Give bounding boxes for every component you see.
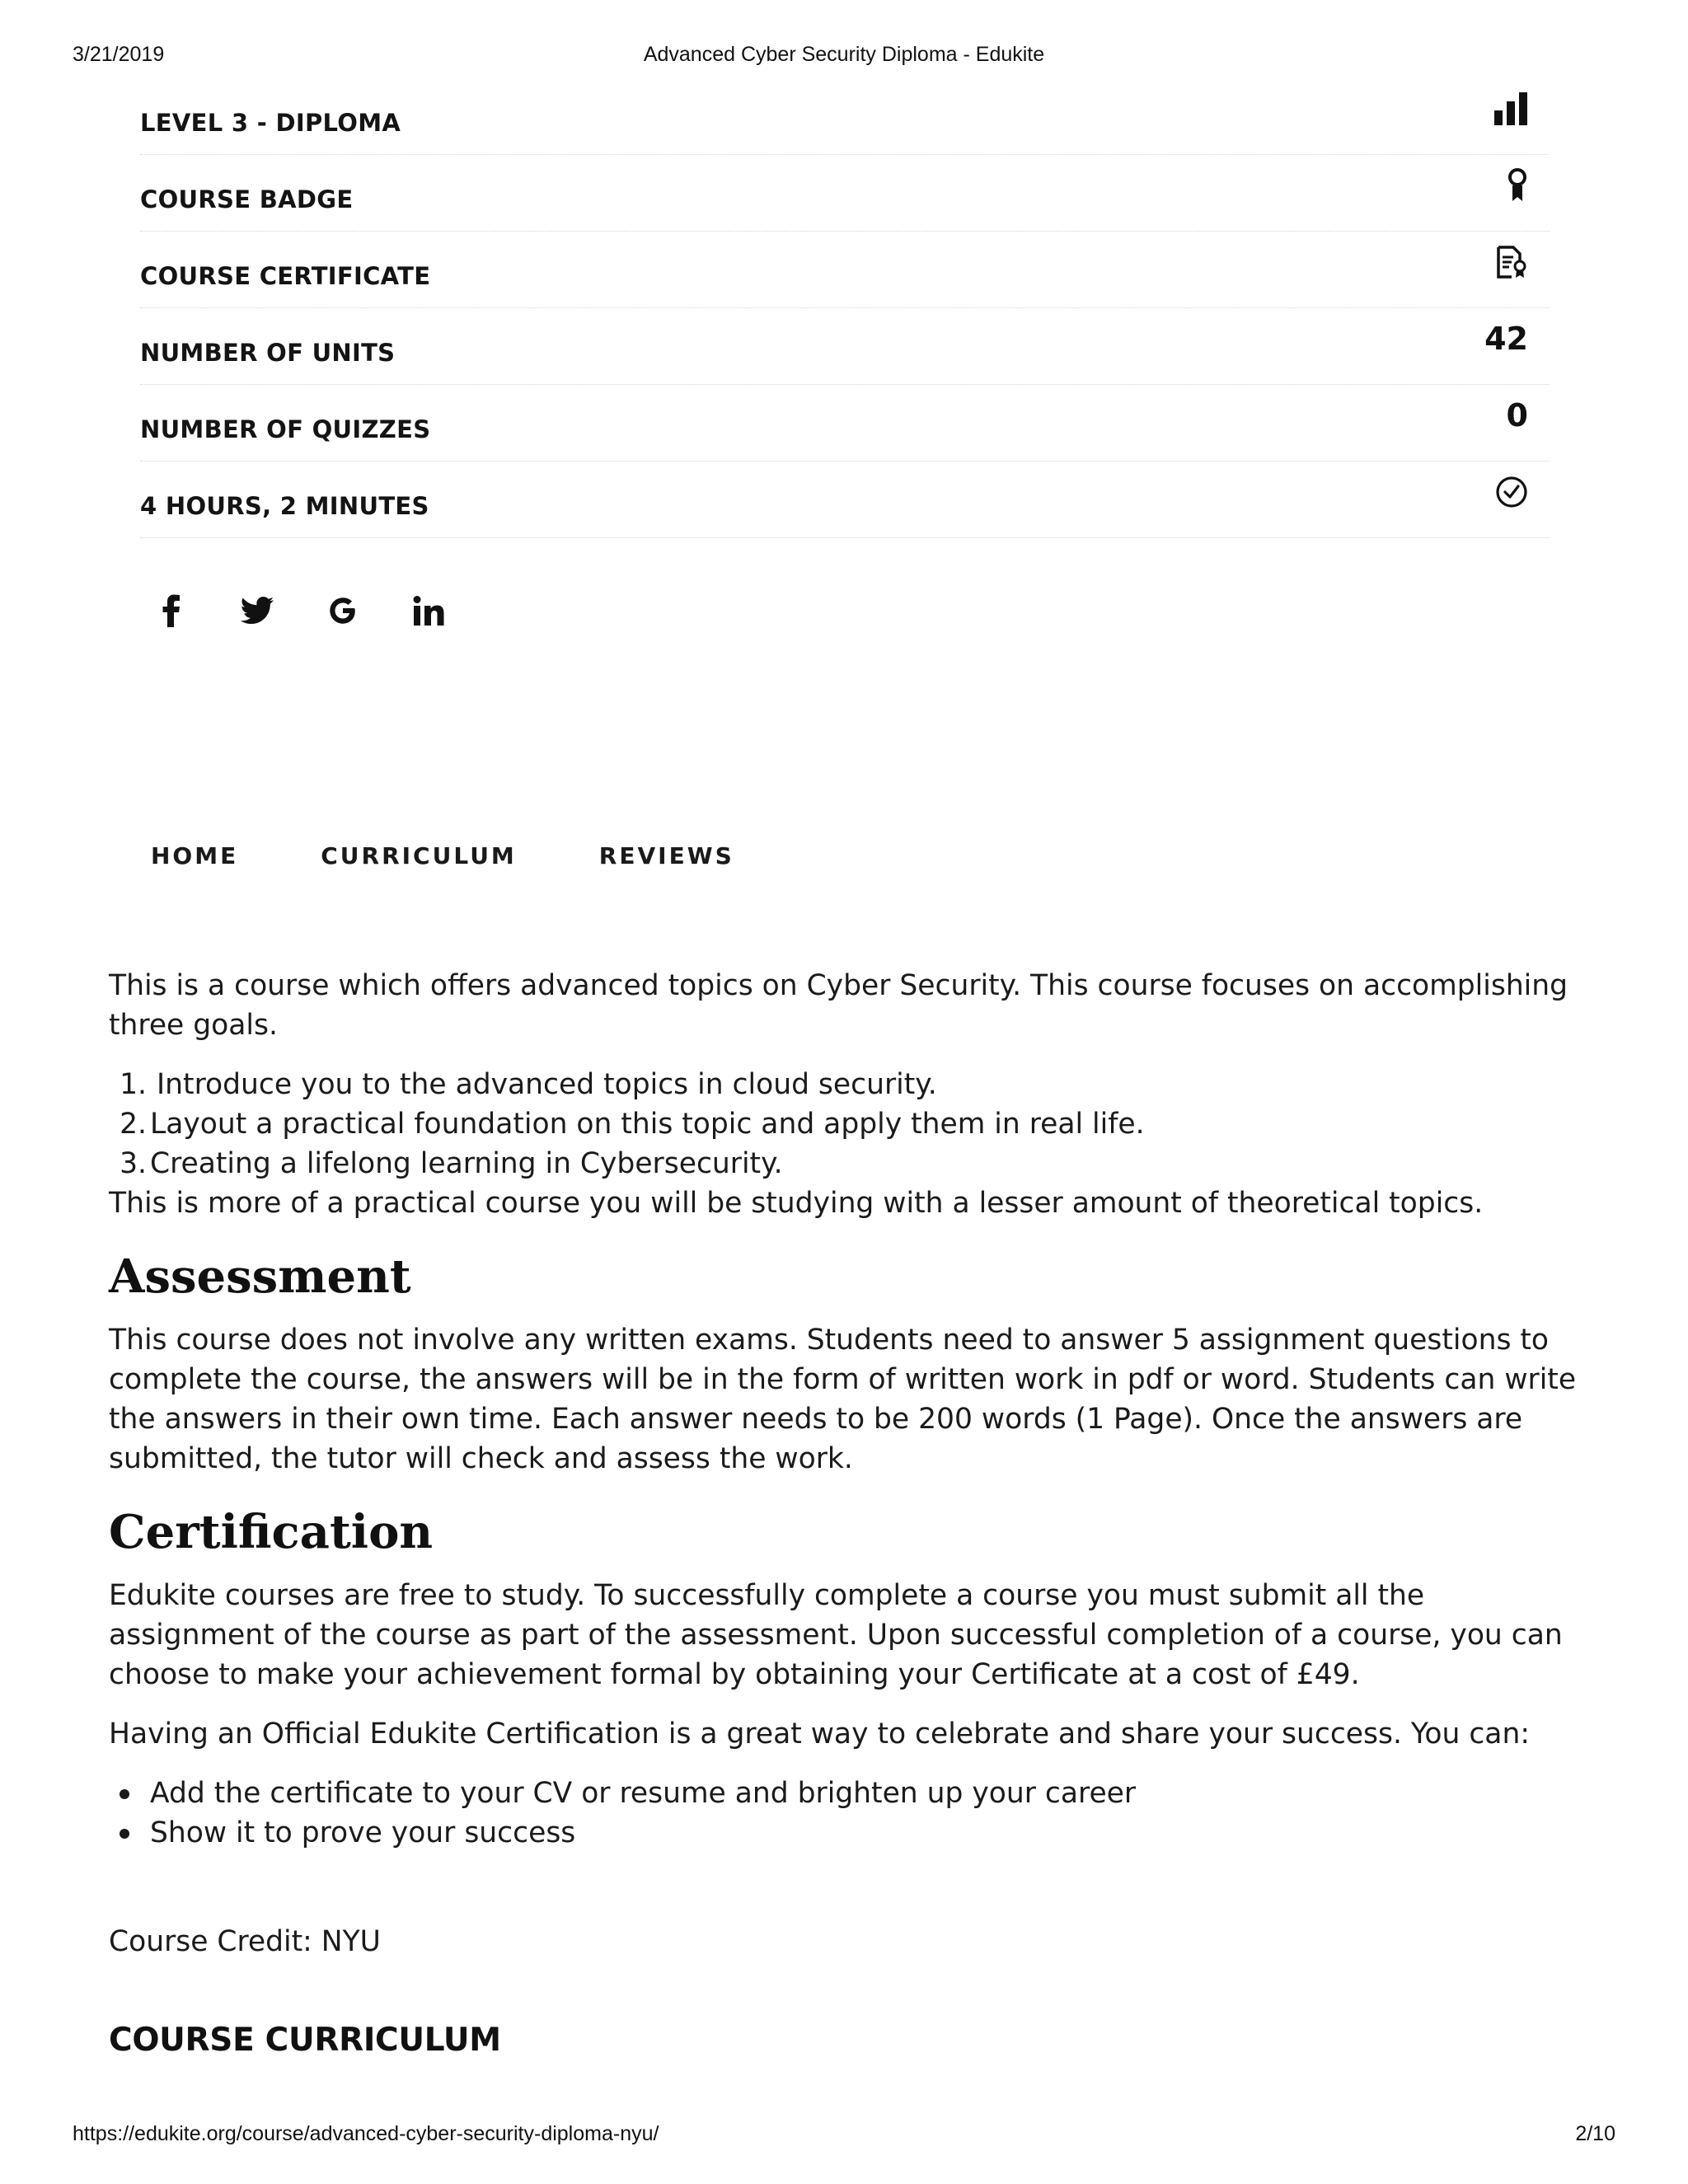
print-footer [0, 2122, 1688, 2150]
google-icon[interactable] [324, 592, 362, 630]
units-label: NUMBER OF UNITS [140, 339, 396, 367]
practical-note: This is more of a practical course you will be studying with a lesser amount of theoretical topics. [109, 1187, 1484, 1220]
certificate-label: COURSE CERTIFICATE [140, 262, 431, 290]
quizzes-label: NUMBER OF QUIZZES [140, 415, 431, 443]
course-description [109, 966, 1584, 2060]
course-credit: Course Credit: NYU [109, 1925, 381, 1958]
certification-paragraph: Edukite courses are free to study. To successfully complete a course you must submit all the assignment of the course as part of the assessment. Upon successful completion of a course, you can choose to make your achievement formal by obtaining your Certificate at a cost of £49. [109, 1579, 1563, 1691]
meta-row-level [140, 78, 1550, 155]
quizzes-value: 0 [1506, 397, 1528, 434]
meta-row-quizzes [140, 385, 1550, 462]
benefits-list [109, 1774, 1584, 1853]
duration-label: 4 HOURS, 2 MINUTES [140, 492, 429, 520]
course-tabs [151, 842, 817, 869]
meta-row-duration [140, 462, 1550, 538]
meta-row-units [140, 308, 1550, 385]
benefit-item: Add the certificate to your CV or resume and brighten up your career [109, 1774, 1584, 1813]
course-curriculum-heading: COURSE CURRICULUM [109, 2022, 501, 2059]
intro-paragraph: This is a course which offers advanced topics on Cyber Security. This course focuses on accomplishing three goals. [109, 969, 1568, 1042]
meta-row-certificate [140, 232, 1550, 308]
goal-item: 2. Layout a practical foundation on this topic and apply them in real life. [120, 1108, 1145, 1141]
badge-icon [1459, 168, 1550, 218]
goal-item: 1. Introduce you to the advanced topics in cloud security. [120, 1068, 937, 1101]
print-page-number: 2/10 [1575, 2122, 1615, 2145]
goal-item: 3. Creating a lifelong learning in Cybersecurity. [120, 1147, 783, 1180]
twitter-icon[interactable] [238, 592, 276, 630]
certification-heading: Certification [109, 1505, 434, 1559]
tab-reviews[interactable]: REVIEWS [598, 842, 734, 869]
clock-check-icon [1459, 476, 1550, 523]
print-date: 3/21/2019 [73, 43, 165, 66]
certification-benefits-intro: Having an Official Edukite Certification is a great way to celebrate and share your success. You can: [109, 1718, 1530, 1750]
badge-label: COURSE BADGE [140, 185, 354, 213]
print-url: https://edukite.org/course/advanced-cyber-security-diploma-nyu/ [73, 2122, 659, 2145]
assessment-paragraph: This course does not involve any written exams. Students need to answer 5 assignment questions to complete the course, the answers will be in the form of written work in pdf or word. Students can write the answers in their own time. Each answer needs to be 200 words (1 Page). Once the answers are submitted, the tutor will check and assess the work. [109, 1324, 1577, 1475]
units-value: 42 [1484, 321, 1528, 357]
level-label: LEVEL 3 - DIPLOMA [140, 109, 401, 137]
benefit-item: Show it to prove your success [109, 1813, 1584, 1853]
assessment-heading: Assessment [109, 1249, 411, 1304]
print-header [0, 43, 1688, 71]
course-meta-list [140, 78, 1550, 538]
meta-row-badge [140, 155, 1550, 232]
certificate-icon [1459, 246, 1550, 293]
facebook-icon[interactable] [152, 592, 190, 630]
tab-home[interactable]: HOME [151, 842, 239, 869]
linkedin-icon[interactable] [410, 592, 448, 630]
print-page-title: Advanced Cyber Security Diploma - Edukite [643, 43, 1045, 66]
goals-list [109, 1065, 1584, 1183]
bar-chart-icon [1459, 92, 1550, 140]
tab-curriculum[interactable]: CURRICULUM [321, 842, 517, 869]
social-share-bar [152, 592, 448, 630]
